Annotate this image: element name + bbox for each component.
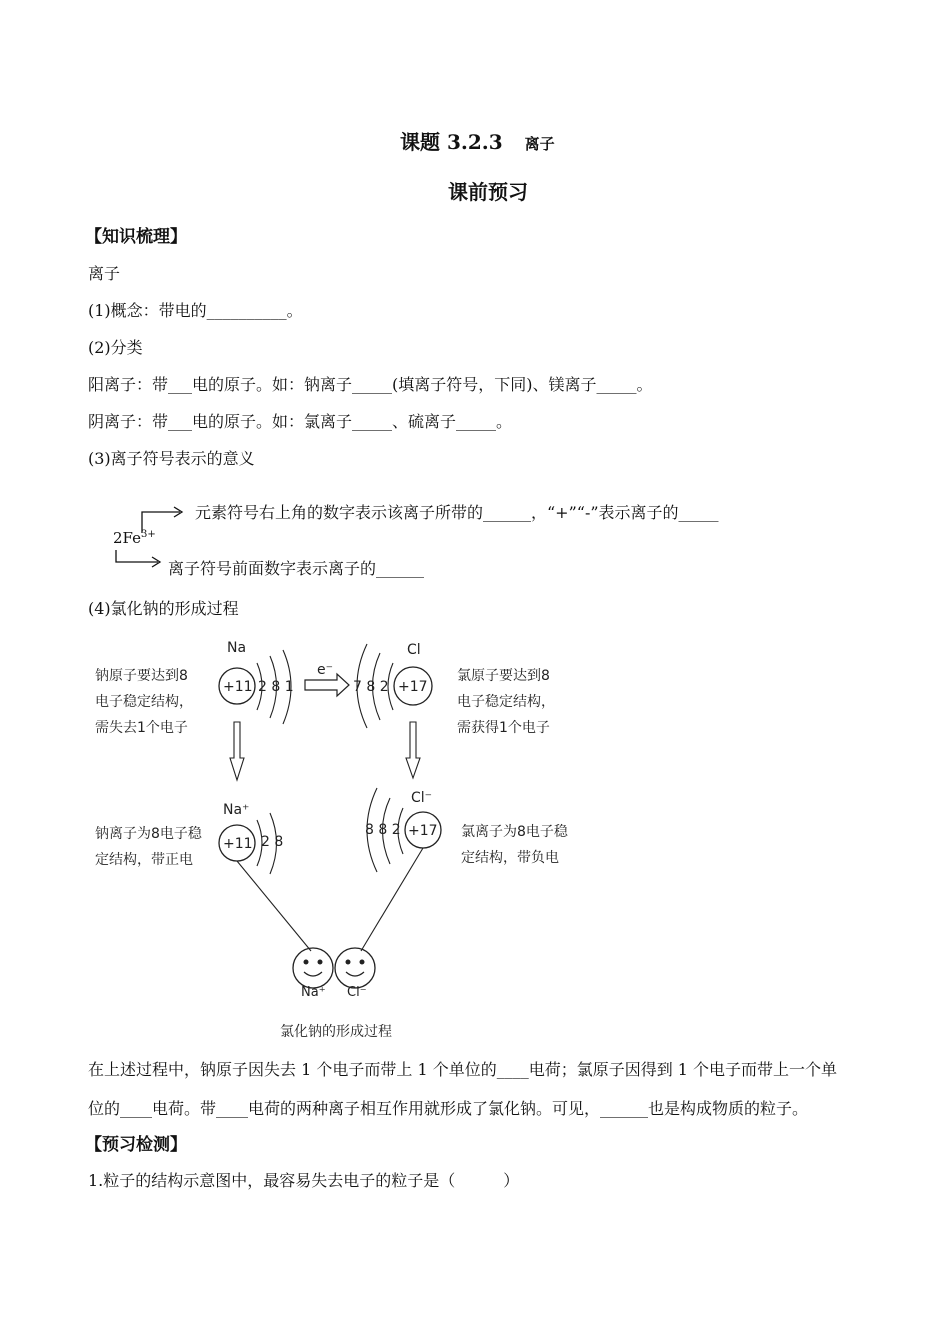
na-ion-label: Na⁺: [223, 802, 250, 818]
na-label: Na: [227, 640, 247, 656]
na-ion-nucleus: +11: [223, 836, 253, 852]
knowledge-topic: 离子: [88, 264, 121, 283]
cl-note-2: 电子稳定结构，: [457, 694, 555, 710]
ion-symbol: [113, 529, 156, 547]
nacl-formation-line: (4)氯化钠的形成过程: [88, 599, 239, 618]
na-nucleus: +11: [223, 679, 253, 695]
check-heading: 【预习检测】: [85, 1135, 187, 1155]
ion-symbol-charge: 3+: [141, 529, 156, 540]
page-subtitle: 课前预习: [448, 180, 528, 204]
face-na-label: Na⁺: [301, 985, 326, 1000]
cl-ion-smiley: [335, 948, 375, 988]
na-note-2: 电子稳定结构，: [95, 694, 193, 710]
page-title: [400, 126, 555, 155]
na-shells: 2 8 1: [258, 679, 294, 695]
face-cl-label: Cl⁻: [347, 985, 367, 1000]
nacl-formation-diagram: [85, 628, 605, 1048]
cl-note-1: 氯原子要达到8: [457, 668, 550, 684]
na-ion-smiley: [293, 948, 333, 988]
cl-label: Cl: [407, 642, 421, 658]
cl-ion-nucleus: +17: [408, 823, 438, 839]
cation-line: 阳离子：带___电的原子。如：钠离子_____(填离子符号，下同)、镁离子_____。: [88, 375, 653, 394]
na-ion-note-2: 定结构，带正电: [95, 852, 193, 868]
electron-label: e⁻: [317, 662, 334, 678]
anion-line: 阴离子：带___电的原子。如：氯离子_____、硫离子_____。: [88, 412, 513, 431]
ion-symbol-base: 2Fe: [113, 529, 142, 547]
title-main: 课题 3.2.3: [400, 130, 503, 154]
title-sub: 离子: [524, 135, 555, 153]
cl-shells: 7 8 2: [353, 679, 389, 695]
cl-nucleus: +17: [398, 679, 428, 695]
body-paragraph-2: 位的____电荷。带____电荷的两种离子相互作用就形成了氯化钠。可见，______也是构成物质的粒子。: [88, 1099, 809, 1118]
question-1: 1.粒子的结构示意图中，最容易失去电子的粒子是（ ）: [88, 1171, 520, 1190]
concept-line: (1)概念：带电的__________。: [88, 301, 303, 320]
diagram-caption: 氯化钠的形成过程: [280, 1024, 392, 1040]
arrow-top-text: 元素符号右上角的数字表示该离子所带的______，“+”“-”表示离子的_____: [195, 503, 719, 522]
na-note-3: 需失去1个电子: [95, 720, 188, 736]
cl-note-3: 需获得1个电子: [457, 720, 550, 736]
arrow-bottom-text: 离子符号前面数字表示离子的______: [168, 559, 425, 578]
cl-ion-note-2: 定结构，带负电: [461, 850, 559, 866]
na-ion-shells: 2 8: [261, 834, 284, 850]
symbol-meaning-line: (3)离子符号表示的意义: [88, 449, 255, 468]
na-ion-note-1: 钠离子为8电子稳: [95, 826, 202, 842]
body-paragraph-1: 在上述过程中，钠原子因失去 1 个电子而带上 1 个单位的____电荷；氯原子因得到 1 个电子而带上一个单: [88, 1060, 838, 1079]
cl-ion-shells: 8 8 2: [365, 822, 401, 838]
cl-ion-note-1: 氯离子为8电子稳: [461, 824, 568, 840]
classification-line: (2)分类: [88, 338, 143, 357]
knowledge-heading: 【知识梳理】: [85, 227, 187, 247]
cl-ion-label: Cl⁻: [411, 790, 433, 806]
na-note-1: 钠原子要达到8: [95, 668, 188, 684]
